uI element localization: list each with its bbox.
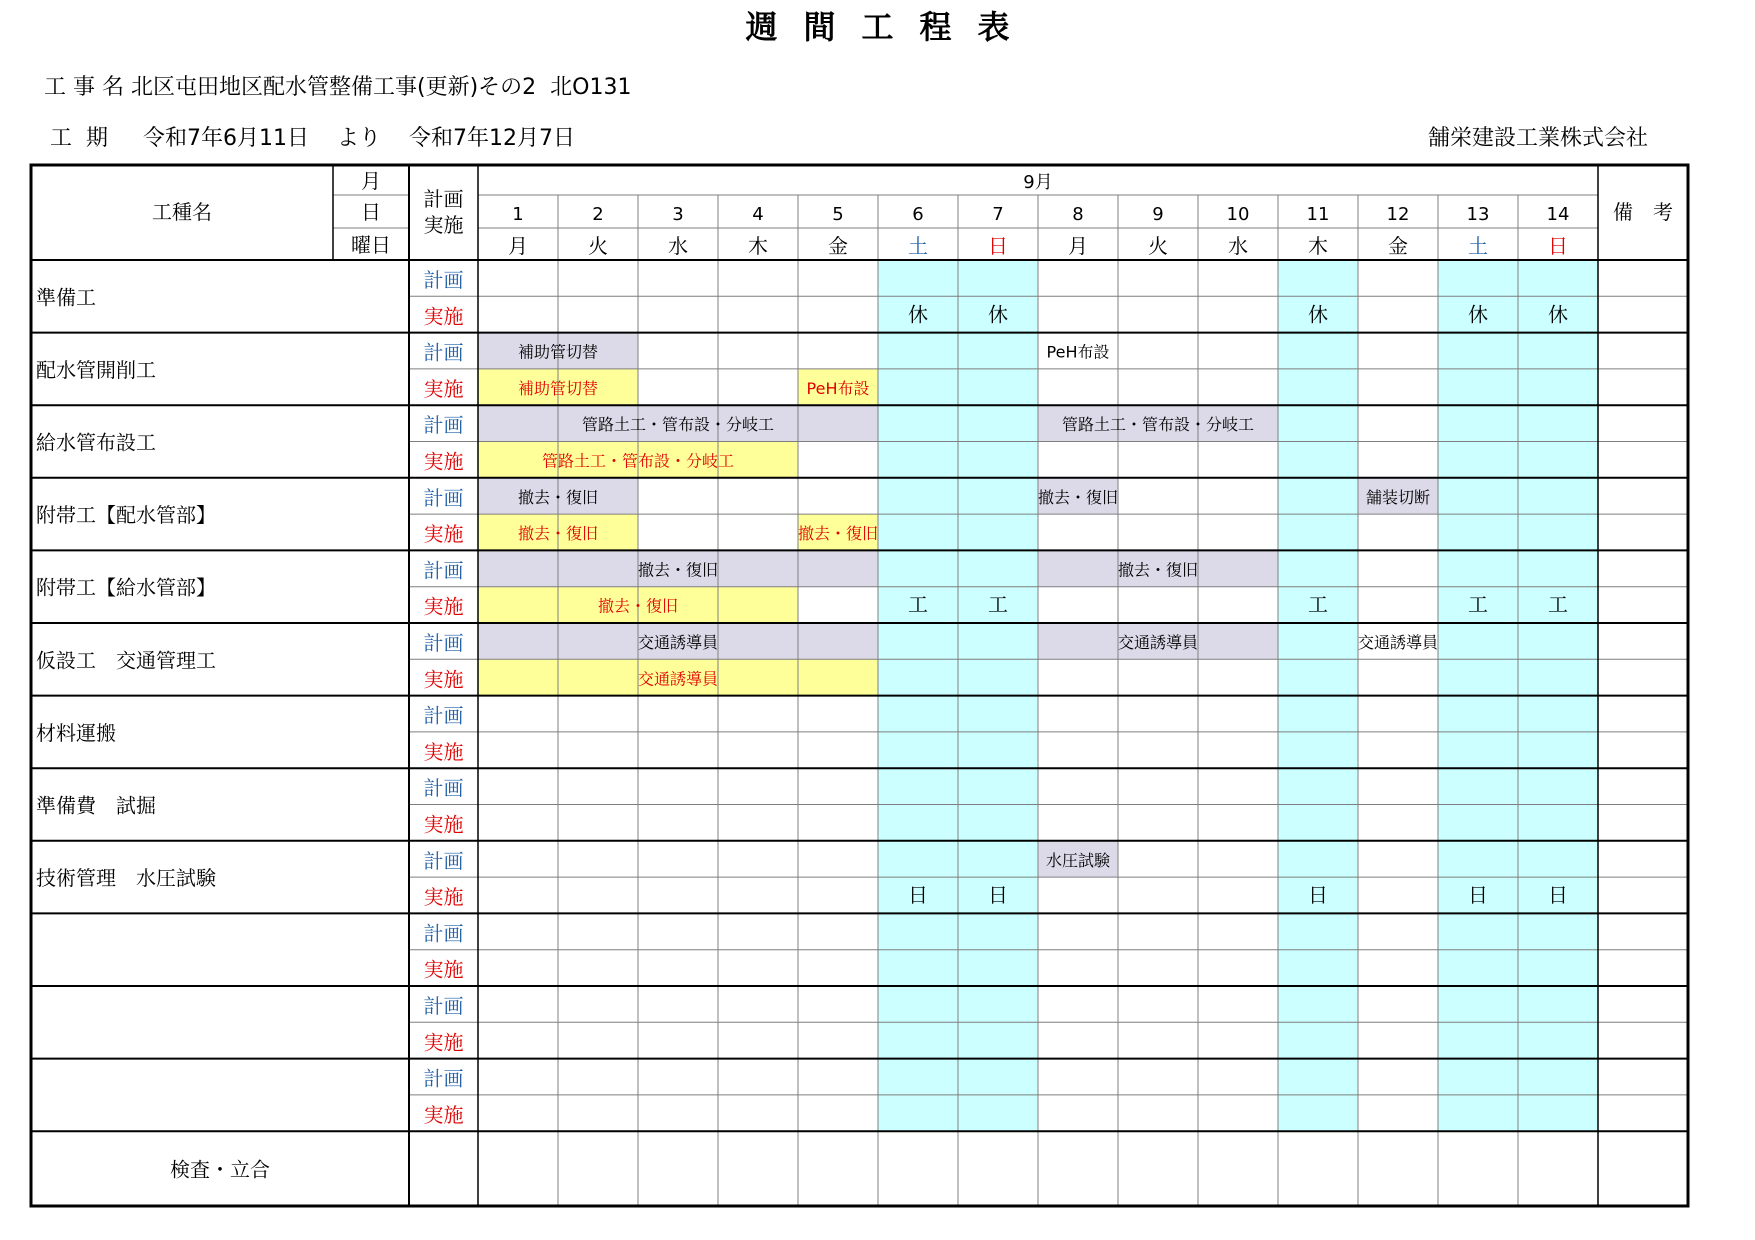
actual-item-text: 日 (1548, 883, 1568, 908)
plan-item-text: 撤去・復旧 (1117, 560, 1199, 580)
day-weekday-13: 土 (1468, 234, 1488, 258)
actual-item-text: 撤去・復旧 (797, 524, 879, 544)
actual-item-text: 撤去・復旧 (597, 596, 679, 616)
plan-row-label: 計画 (423, 340, 464, 365)
plan-row-label: 計画 (423, 776, 464, 801)
task-name: 準備工 (36, 285, 96, 310)
actual-item-text: PeH布設 (806, 378, 870, 398)
project-label: 工 事 名 (44, 75, 124, 100)
plan-item-text: 管路土工・管布設・分岐工 (1061, 415, 1255, 435)
day-number-8: 8 (1072, 204, 1084, 225)
plan-item-text: 交通誘導員 (637, 633, 719, 652)
header-remarks: 備 考 (1613, 200, 1673, 224)
day-weekday-12: 金 (1388, 234, 1408, 258)
actual-item-text: 休 (1308, 302, 1328, 327)
plan-item-text: 交通誘導員 (1117, 633, 1199, 652)
task-name: 仮設工 交通管理工 (36, 648, 216, 673)
plan-row-label: 計画 (423, 485, 464, 510)
plan-item-text: 撤去・復旧 (637, 560, 719, 580)
day-number-12: 12 (1386, 204, 1410, 225)
actual-row-label: 実施 (423, 594, 464, 619)
day-weekday-6: 土 (908, 234, 928, 258)
actual-item-text: 工 (988, 592, 1008, 617)
actual-item-text: 工 (1468, 592, 1488, 617)
plan-item-text: 撤去・復旧 (517, 487, 599, 507)
day-number-1: 1 (512, 204, 524, 225)
project-code: 北O131 (550, 75, 632, 100)
header-task-name: 工種名 (152, 200, 212, 224)
project-name: 北区屯田地区配水管整備工事(更新)その2 (131, 75, 537, 100)
day-weekday-3: 水 (668, 234, 688, 258)
plan-row-label: 計画 (423, 848, 464, 873)
actual-row-label: 実施 (423, 304, 464, 329)
plan-item-text: 補助管切替 (517, 342, 599, 362)
actual-item-text: 工 (1308, 592, 1328, 617)
actual-item-text: 管路土工・管布設・分岐工 (541, 451, 735, 471)
day-number-4: 4 (752, 204, 764, 225)
task-name: 給水管布設工 (36, 430, 156, 455)
day-number-10: 10 (1226, 204, 1250, 225)
plan-row-label: 計画 (423, 631, 464, 655)
plan-item-text: 交通誘導員 (1357, 633, 1439, 652)
actual-item-text: 日 (1468, 883, 1488, 908)
actual-item-text: 日 (908, 883, 928, 908)
actual-row-label: 実施 (423, 812, 464, 837)
actual-row-label: 実施 (423, 885, 464, 910)
day-weekday-14: 日 (1548, 234, 1568, 258)
actual-item-text: 交通誘導員 (637, 669, 719, 689)
header-month: 9月 (1023, 172, 1053, 193)
actual-row-label: 実施 (423, 1102, 464, 1127)
day-number-7: 7 (992, 204, 1004, 225)
task-name: 準備費 試掘 (36, 793, 156, 818)
actual-row-label: 実施 (423, 376, 464, 401)
actual-item-text: 撤去・復旧 (517, 524, 599, 544)
period-end: 令和7年12月7日 (408, 126, 575, 151)
day-weekday-10: 水 (1228, 234, 1248, 258)
day-number-14: 14 (1546, 204, 1570, 225)
actual-row-label: 実施 (423, 1030, 464, 1055)
actual-row-label: 実施 (423, 522, 464, 547)
actual-item-text: 工 (908, 592, 928, 617)
plan-item-text: 水圧試験 (1045, 850, 1111, 870)
actual-item-text: 日 (1308, 883, 1328, 908)
day-number-11: 11 (1306, 204, 1330, 225)
actual-item-text: 日 (988, 883, 1008, 908)
company-name: 舗栄建設工業株式会社 (1428, 126, 1649, 151)
plan-item-text: 管路土工・管布設・分岐工 (581, 415, 775, 435)
period-joiner: より (336, 126, 381, 151)
day-number-13: 13 (1466, 204, 1490, 225)
day-weekday-2: 火 (588, 234, 608, 258)
day-weekday-11: 木 (1308, 234, 1328, 258)
day-number-6: 6 (912, 204, 924, 225)
period-start: 令和7年6月11日 (142, 126, 309, 151)
header-plan-label: 計画 (423, 187, 464, 211)
actual-row-label: 実施 (423, 739, 464, 764)
actual-row-label: 実施 (423, 449, 464, 474)
actual-item-text: 休 (1468, 302, 1488, 327)
actual-item-text: 工 (1548, 592, 1568, 617)
day-number-5: 5 (832, 204, 844, 225)
period-label: 工 期 (50, 126, 108, 151)
actual-item-text: 休 (908, 302, 928, 327)
day-number-9: 9 (1152, 204, 1164, 225)
actual-item-text: 休 (1548, 302, 1568, 327)
task-name: 材料運搬 (36, 720, 116, 745)
plan-item-text: 舗装切断 (1365, 487, 1431, 507)
actual-row-label: 実施 (423, 957, 464, 982)
plan-row-label: 計画 (423, 268, 464, 292)
task-name: 附帯工【給水管部】 (36, 575, 216, 600)
day-number-3: 3 (672, 204, 684, 225)
day-number-2: 2 (592, 204, 604, 225)
inspection-label: 検査・立合 (170, 1157, 270, 1182)
plan-row-label: 計画 (423, 413, 464, 438)
plan-row-label: 計画 (423, 558, 464, 583)
task-name: 配水管開削工 (36, 357, 156, 382)
page-title: 週間工程表 (745, 8, 1036, 46)
plan-row-label: 計画 (423, 1066, 464, 1091)
task-name: 技術管理 水圧試験 (36, 866, 216, 891)
actual-item-text: 休 (988, 302, 1008, 327)
header-month-label: 月 (361, 169, 381, 193)
plan-row-label: 計画 (423, 994, 464, 1018)
day-weekday-4: 木 (748, 234, 768, 258)
actual-row-label: 実施 (423, 667, 464, 692)
day-weekday-8: 月 (1068, 234, 1088, 258)
header-day-label: 日 (361, 200, 381, 224)
plan-item-text: 撤去・復旧 (1037, 487, 1119, 507)
plan-row-label: 計画 (423, 921, 464, 946)
plan-row-label: 計画 (423, 703, 464, 728)
day-weekday-1: 月 (508, 234, 528, 258)
day-weekday-9: 火 (1148, 234, 1168, 258)
day-weekday-5: 金 (828, 234, 848, 258)
actual-item-text: 補助管切替 (517, 378, 599, 398)
task-name: 附帯工【配水管部】 (36, 503, 216, 528)
plan-item-text: PeH布設 (1046, 342, 1110, 362)
header-actual-label: 実施 (423, 213, 464, 237)
header-weekday-label: 曜日 (351, 233, 391, 257)
day-weekday-7: 日 (988, 234, 1008, 258)
